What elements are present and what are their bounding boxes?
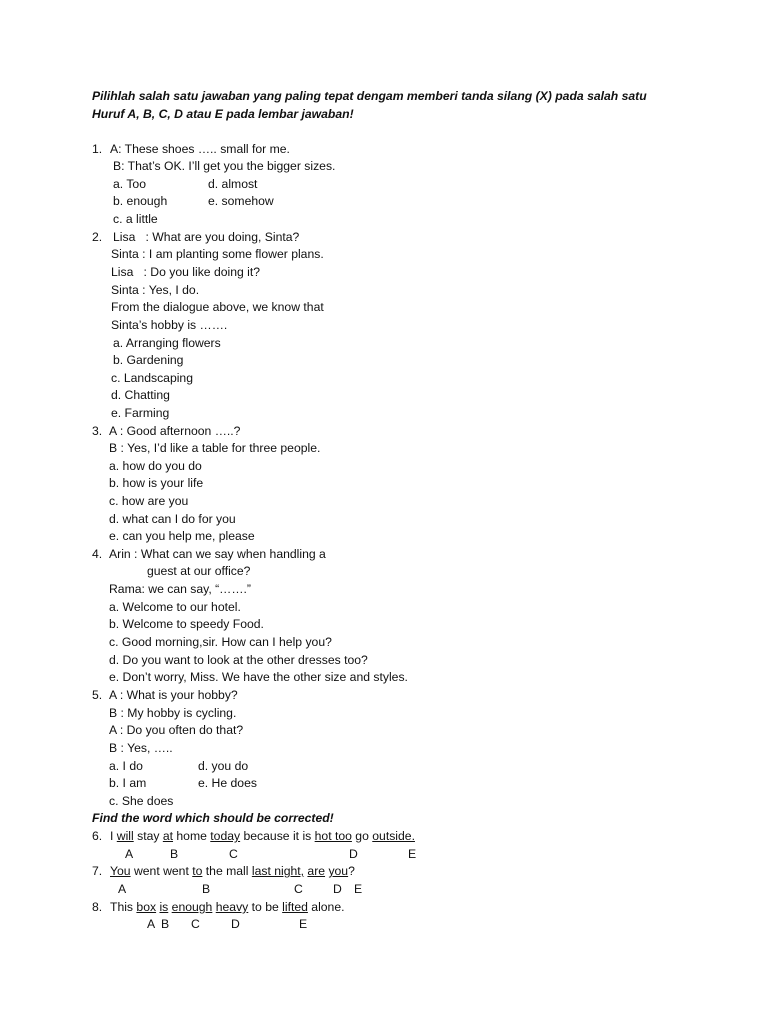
q6-sentence: I will stay at home today because it is hot too go outside. <box>110 829 415 843</box>
q7-letter-c: C <box>294 882 303 896</box>
q1-number: 1. <box>92 142 103 156</box>
q1-option-c: c. a little <box>113 212 158 226</box>
q4-number: 4. <box>92 547 103 561</box>
q2-option-b: b. Gardening <box>113 353 184 367</box>
section-2-title: Find the word which should be corrected! <box>92 811 334 825</box>
q1-option-a: a. Too <box>113 177 146 191</box>
instructions-line-2: Huruf A, B, C, D atau E pada lembar jawaban! <box>92 107 354 121</box>
q8-sentence: This box is enough heavy to be lifted alone. <box>110 900 345 914</box>
q8-letter-d: D <box>231 917 240 931</box>
q6-letter-d: D <box>349 847 358 861</box>
q4-option-a: a. Welcome to our hotel. <box>109 600 241 614</box>
q6-letter-b: B <box>170 847 179 861</box>
q5-option-e: e. He does <box>198 776 257 790</box>
q3-number: 3. <box>92 424 103 438</box>
q2-option-a: a. Arranging flowers <box>113 336 221 350</box>
q3-option-e: e. can you help me, please <box>109 529 255 543</box>
q5-dialogue-1: A : What is your hobby? <box>109 688 238 702</box>
q5-option-b: b. I am <box>109 776 147 790</box>
q4-dialogue-2: guest at our office? <box>147 564 251 578</box>
q8-letter-c: C <box>191 917 200 931</box>
q7-number: 7. <box>92 864 103 878</box>
q1-option-e: e. somehow <box>208 194 274 208</box>
q8-letter-a: A <box>147 917 156 931</box>
q8-letter-e: E <box>299 917 308 931</box>
q3-dialogue-1: A : Good afternoon …..? <box>109 424 241 438</box>
q1-line-b: B: That’s OK. I’ll get you the bigger sizes. <box>113 159 336 173</box>
q6-letter-e: E <box>408 847 417 861</box>
q6-number: 6. <box>92 829 103 843</box>
q3-option-d: d. what can I do for you <box>109 512 236 526</box>
q5-number: 5. <box>92 688 103 702</box>
q4-dialogue-1: Arin : What can we say when handling a <box>109 547 326 561</box>
q5-dialogue-4: B : Yes, ….. <box>109 741 173 755</box>
q8-letter-b: B <box>161 917 170 931</box>
q2-dialogue-2: Sinta : I am planting some flower plans. <box>111 247 324 261</box>
q4-option-e: e. Don’t worry, Miss. We have the other size and styles. <box>109 670 408 684</box>
q4-dialogue-3: Rama: we can say, “…….” <box>109 582 251 596</box>
q3-option-a: a. how do you do <box>109 459 202 473</box>
q1-line-a: A: These shoes ….. small for me. <box>110 142 290 156</box>
q8-answer-letters <box>0 916 768 1028</box>
q1-option-b: b. enough <box>113 194 168 208</box>
q4-option-d: d. Do you want to look at the other dresses too? <box>109 653 368 667</box>
q2-dialogue-4: Sinta : Yes, I do. <box>111 283 200 297</box>
q3-dialogue-2: B : Yes, I’d like a table for three people. <box>109 441 321 455</box>
q2-dialogue-1: Lisa : What are you doing, Sinta? <box>113 230 300 244</box>
q5-option-d: d. you do <box>198 759 249 773</box>
q5-option-a: a. I do <box>109 759 143 773</box>
q4-option-b: b. Welcome to speedy Food. <box>109 617 264 631</box>
q7-letter-b: B <box>202 882 211 896</box>
q4-option-c: c. Good morning,sir. How can I help you? <box>109 635 332 649</box>
q2-option-c: c. Landscaping <box>111 371 193 385</box>
q5-dialogue-3: A : Do you often do that? <box>109 723 244 737</box>
q5-dialogue-2: B : My hobby is cycling. <box>109 706 237 720</box>
q1-option-d: d. almost <box>208 177 258 191</box>
q7-letter-a: A <box>118 882 127 896</box>
q2-option-d: d. Chatting <box>111 388 170 402</box>
q2-prompt-2: Sinta’s hobby is ……. <box>111 318 228 332</box>
q2-number: 2. <box>92 230 103 244</box>
q5-option-c: c. She does <box>109 794 174 808</box>
q7-sentence: You went went to the mall last night, are you? <box>110 864 355 878</box>
q6-letter-a: A <box>125 847 134 861</box>
q2-dialogue-3: Lisa : Do you like doing it? <box>111 265 261 279</box>
q2-prompt-1: From the dialogue above, we know that <box>111 300 324 314</box>
q3-option-b: b. how is your life <box>109 476 204 490</box>
q2-option-e: e. Farming <box>111 406 170 420</box>
instructions-line-1: Pilihlah salah satu jawaban yang paling tepat dengam memberi tanda silang (X) pada salah satu <box>92 89 647 103</box>
q6-letter-c: C <box>229 847 238 861</box>
q7-letter-e: E <box>354 882 363 896</box>
q3-option-c: c. how are you <box>109 494 189 508</box>
q8-number: 8. <box>92 900 103 914</box>
q7-letter-d: D <box>333 882 342 896</box>
